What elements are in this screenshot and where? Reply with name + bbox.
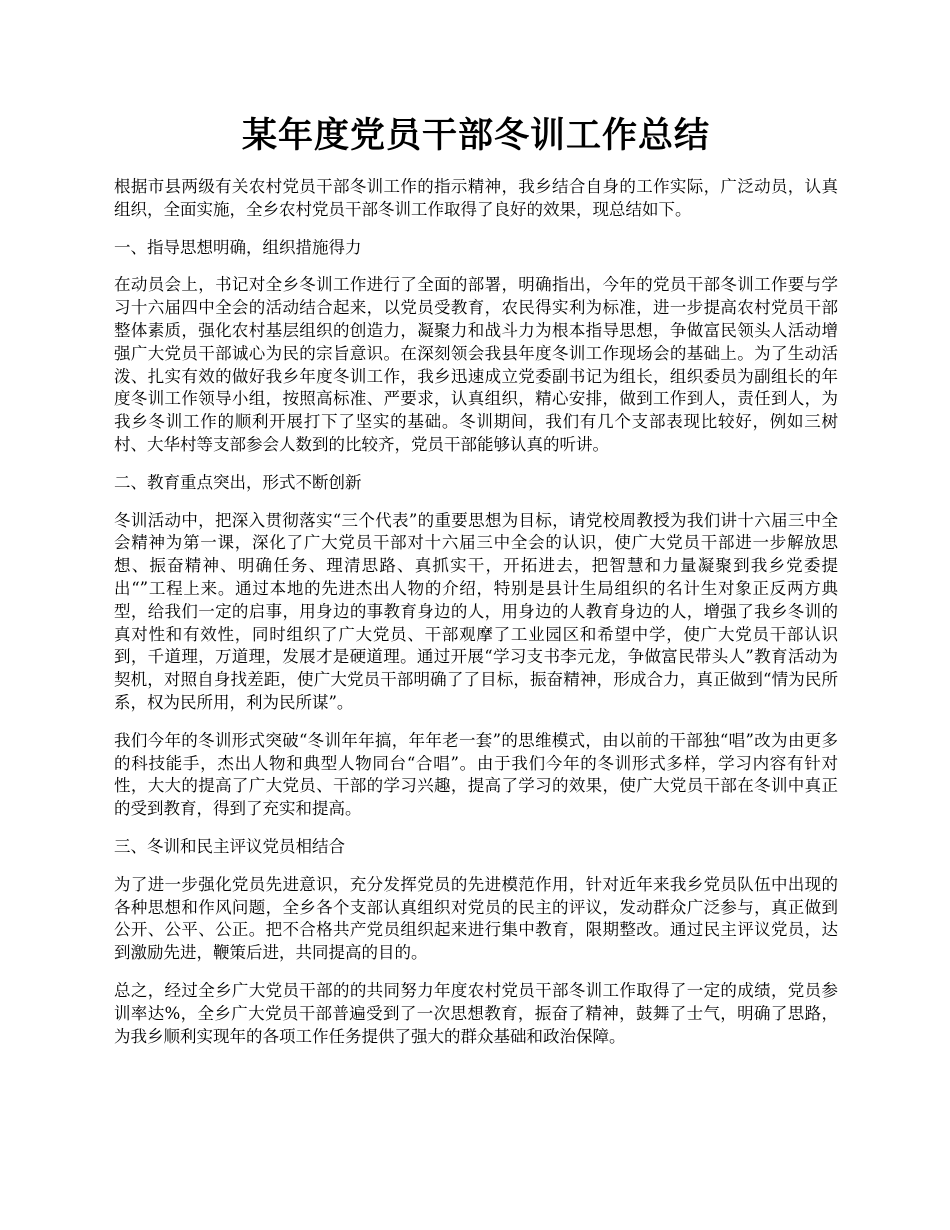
section-1	[114, 237, 838, 457]
section-heading: 三、冬训和民主评议党员相结合	[114, 836, 345, 856]
conclusion-paragraph: 总之，经过全乡广大党员干部的的共同努力年度农村党员干部冬训工作取得了一定的成绩，党员参训率达%，全乡广大党员干部普遍受到了一次思想教育，振奋了精神，鼓舞了士气，明确了思路，为我乡顺利实现年的各项工作任务提供了强大的群众基础和政治保障。	[114, 980, 838, 1046]
document-title: 某年度党员干部冬训工作总结	[241, 115, 710, 156]
intro-paragraph: 根据市县两级有关农村党员干部冬训工作的指示精神，我乡结合自身的工作实际，广泛动员，认真组织，全面实施，全乡农村党员干部冬训工作取得了良好的效果，现总结如下。	[114, 177, 838, 219]
section-2	[114, 472, 838, 821]
section-paragraph: 为了进一步强化党员先进意识，充分发挥党员的先进模范作用，针对近年来我乡党员队伍中出现的各种思想和作风问题，全乡各个支部认真组织对党员的民主的评议，发动群众广泛参与，真正做到公开、公平、公正。把不合格共产党员组织起来进行集中教育，限期整改。通过民主评议党员，达到激励先进，鞭策后进，共同提高的目的。	[114, 874, 838, 963]
section-heading: 二、教育重点突出，形式不断创新	[114, 472, 362, 492]
section-paragraph: 在动员会上，书记对全乡冬训工作进行了全面的部署，明确指出，今年的党员干部冬训工作要与学习十六届四中全会的活动结合起来，以党员受教育，农民得实利为标准，进一步提高农村党员干部整体素质，强化农村基层组织的创造力，凝聚力和战斗力为根本指导思想，争做富民领头人活动增强广大党员干部诚心为民的宗旨意识。在深刻领会我县年度冬训工作现场会的基础上。为了生动活泼、扎实有效的做好我乡年度冬训工作，我乡迅速成立党委副书记为组长，组织委员为副组长的年度冬训工作领导小组，按照高标准、严要求，认真组织，精心安排，做到工作到人，责任到人，为我乡冬训工作的顺利开展打下了坚实的基础。冬训期间，我们有几个支部表现比较好，例如三树村、大华村等支部参会人数到的比较齐，党员干部能够认真的听讲。	[114, 275, 838, 454]
section-paragraph: 我们今年的冬训形式突破“冬训年年搞，年年老一套”的思维模式，由以前的干部独“唱”改为由更多的科技能手，杰出人物和典型人物同台“合唱”。由于我们今年的冬训形式多样，学习内容有针对性，大大的提高了广大党员、干部的学习兴趣，提高了学习的效果，使广大党员干部在冬训中真正的受到教育，得到了充实和提高。	[114, 730, 838, 819]
section-heading: 一、指导思想明确，组织措施得力	[114, 237, 362, 257]
document-page	[114, 108, 838, 1063]
section-paragraph: 冬训活动中，把深入贯彻落实“三个代表”的重要思想为目标，请党校周教授为我们讲十六届三中全会精神为第一课，深化了广大党员干部对十六届三中全会的认识，使广大党员干部进一步解放思想、振奋精神、明确任务、理清思路、真抓实干，开拓进去，把智慧和力量凝聚到我乡党委提出“”工程上来。通过本地的先进杰出人物的介绍，特别是县计生局组织的名计生对象正反两方典型，给我们一定的启事，用身边的事教育身边的人，用身边的人教育身边的人，增强了我乡冬训的真对性和有效性，同时组织了广大党员、干部观摩了工业园区和希望中学，使广大党员干部认识到，千道理，万道理，发展才是硬道理。通过开展“学习支书李元龙，争做富民带头人”教育活动为契机，对照自身找差距，使广大党员干部明确了了目标，振奋精神，形成合力，真正做到“情为民所系，权为民所用，利为民所谋”。	[114, 510, 838, 712]
section-3	[114, 836, 838, 965]
